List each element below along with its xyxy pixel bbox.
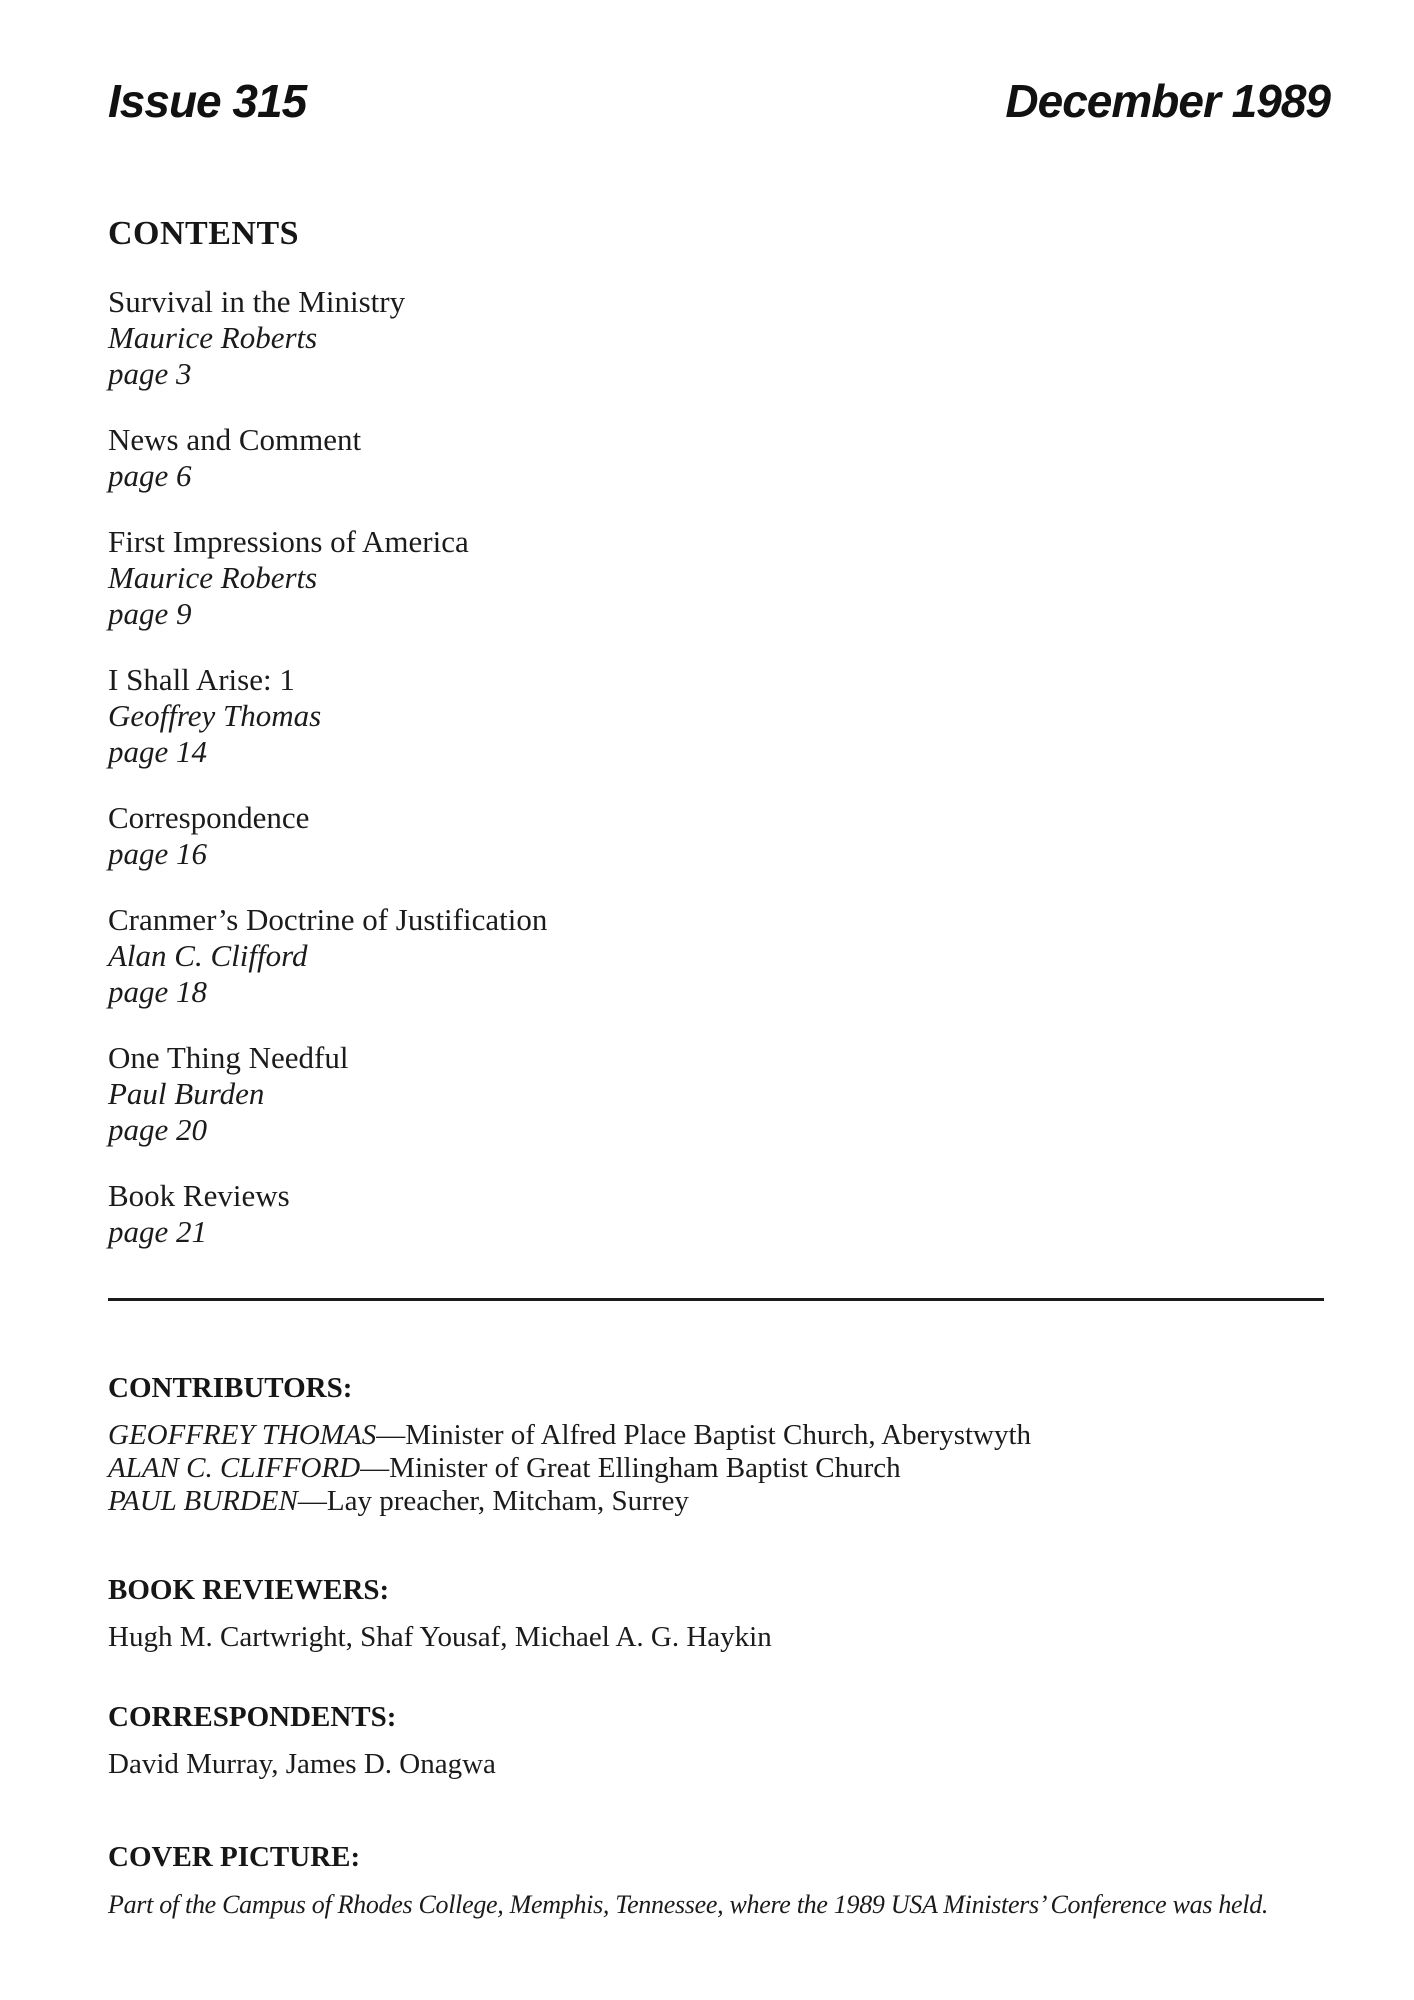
masthead bbox=[108, 75, 1330, 127]
toc-entry-page: page 21 bbox=[108, 1214, 208, 1249]
toc-entry-page: page 9 bbox=[108, 596, 192, 631]
contributor-name: ALAN C. CLIFFORD bbox=[108, 1452, 361, 1484]
toc-entry-author: Maurice Roberts bbox=[108, 320, 318, 355]
toc-entry-title: First Impressions of America bbox=[108, 524, 469, 559]
toc-entry bbox=[108, 284, 1330, 392]
correspondents-heading: CORRESPONDENTS: bbox=[108, 1701, 397, 1733]
contributor-description: —Minister of Great Ellingham Baptist Church bbox=[360, 1452, 901, 1484]
toc-entry-title: Book Reviews bbox=[108, 1178, 290, 1213]
divider-rule bbox=[108, 1298, 1324, 1301]
toc-entry bbox=[108, 524, 1330, 632]
toc-entry-page: page 6 bbox=[108, 458, 192, 493]
contributor-description: —Minister of Alfred Place Baptist Church, Aberystwyth bbox=[376, 1419, 1032, 1451]
book-reviewers-names: Hugh M. Cartwright, Shaf Yousaf, Michael A. G. Haykin bbox=[108, 1621, 772, 1653]
toc-entry bbox=[108, 1178, 1330, 1250]
toc-entry bbox=[108, 422, 1330, 494]
contributors-list bbox=[108, 1419, 1330, 1518]
toc-entry-page: page 3 bbox=[108, 356, 192, 391]
toc-entry-author: Alan C. Clifford bbox=[108, 938, 308, 973]
contributor-line bbox=[108, 1452, 1330, 1485]
contributor-description: —Lay preacher, Mitcham, Surrey bbox=[297, 1485, 689, 1517]
toc-entry-title: Correspondence bbox=[108, 800, 310, 835]
table-of-contents bbox=[108, 284, 1330, 1250]
toc-entry bbox=[108, 1040, 1330, 1148]
correspondents-section bbox=[108, 1700, 1330, 1781]
cover-picture-heading: COVER PICTURE: bbox=[108, 1841, 361, 1873]
cover-picture-caption: Part of the Campus of Rhodes College, Memphis, Tennessee, where the 1989 USA Ministers’ Conference was held. bbox=[108, 1890, 1269, 1919]
toc-entry-title: News and Comment bbox=[108, 422, 362, 457]
toc-entry-title: I Shall Arise: 1 bbox=[108, 662, 295, 697]
toc-entry-author: Maurice Roberts bbox=[108, 560, 318, 595]
toc-entry bbox=[108, 800, 1330, 872]
contributors-section bbox=[108, 1371, 1330, 1518]
contributor-line bbox=[108, 1485, 1330, 1518]
cover-picture-section bbox=[108, 1840, 1330, 1921]
correspondents-names: David Murray, James D. Onagwa bbox=[108, 1748, 496, 1780]
toc-entry-title: One Thing Needful bbox=[108, 1040, 349, 1075]
contributors-heading: CONTRIBUTORS: bbox=[108, 1372, 353, 1404]
book-reviewers-section bbox=[108, 1573, 1330, 1654]
contents-heading: CONTENTS bbox=[108, 215, 300, 252]
toc-entry-page: page 20 bbox=[108, 1112, 208, 1147]
toc-entry bbox=[108, 902, 1330, 1010]
issue-number: Issue 315 bbox=[108, 75, 307, 127]
contributor-name: PAUL BURDEN bbox=[108, 1485, 298, 1517]
toc-entry-page: page 18 bbox=[108, 974, 208, 1009]
toc-entry-page: page 14 bbox=[108, 734, 208, 769]
toc-entry-page: page 16 bbox=[108, 836, 208, 871]
toc-entry bbox=[108, 662, 1330, 770]
toc-entry-author: Geoffrey Thomas bbox=[108, 698, 322, 733]
contributor-line bbox=[108, 1419, 1330, 1452]
toc-entry-title: Survival in the Ministry bbox=[108, 284, 406, 319]
toc-entry-title: Cranmer’s Doctrine of Justification bbox=[108, 902, 548, 937]
issue-date: December 1989 bbox=[1005, 75, 1330, 127]
contributor-name: GEOFFREY THOMAS bbox=[108, 1419, 377, 1451]
book-reviewers-heading: BOOK REVIEWERS: bbox=[108, 1574, 390, 1606]
toc-entry-author: Paul Burden bbox=[108, 1076, 265, 1111]
